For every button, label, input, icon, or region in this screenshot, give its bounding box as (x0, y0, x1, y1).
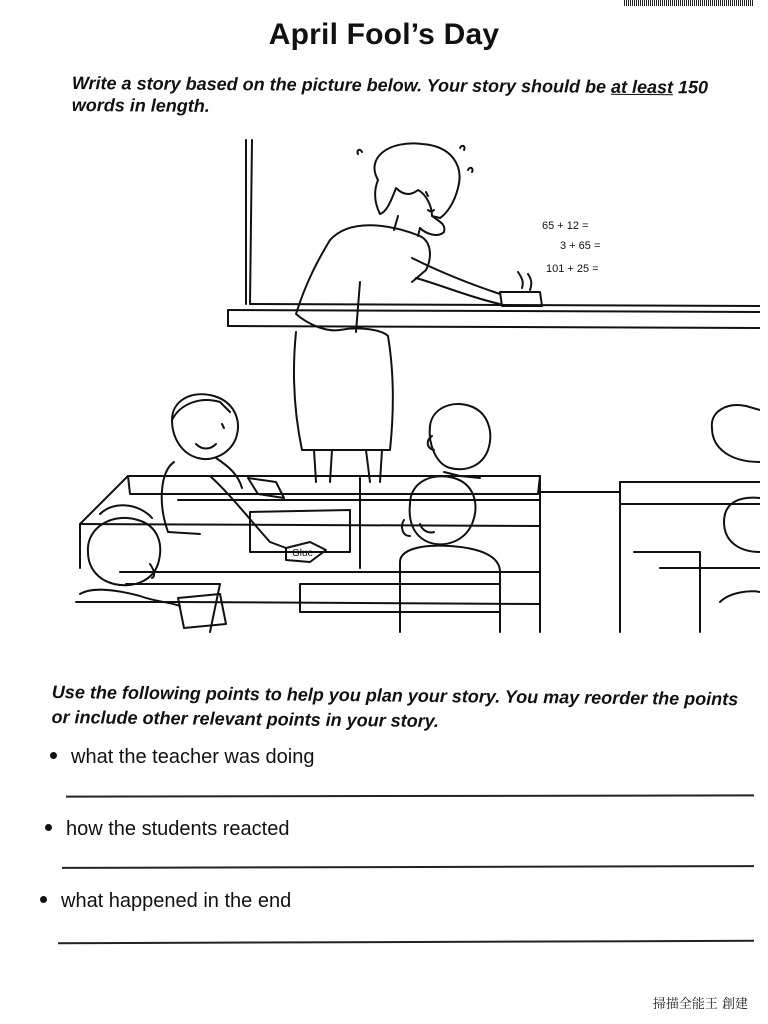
board-math-line-2: 3 + 65 = (560, 240, 601, 252)
bullet-icon (40, 896, 47, 903)
instructions-underlined: at least (610, 76, 674, 98)
point-item-2 (45, 817, 289, 841)
writing-line-3[interactable] (58, 940, 754, 944)
instructions-text-1: Write a story based on the picture below. Your story should be (71, 72, 612, 97)
board-math-line-3: 101 + 25 = (546, 263, 599, 275)
blackboard (228, 140, 760, 328)
point-text: what happened in the end (61, 890, 292, 912)
page-title: April Fool’s Day (268, 18, 500, 51)
scanner-watermark: 掃描全能王 創建 (652, 997, 748, 1012)
point-text: what the teacher was doing (71, 746, 315, 768)
classroom-illustration (60, 132, 760, 642)
bullet-icon (50, 752, 57, 759)
board-math (542, 220, 600, 275)
writing-line-1[interactable] (66, 794, 754, 797)
teacher-figure (294, 143, 542, 482)
classroom-desks (76, 476, 760, 632)
writing-instructions (72, 72, 732, 121)
point-item-1 (50, 745, 315, 769)
planning-instructions: Use the following points to help you plan your story. You may reorder the points or include other relevant points in your story. (51, 681, 739, 732)
point-text: how the students reacted (66, 818, 290, 840)
writing-line-2[interactable] (62, 865, 754, 869)
point-item-3 (40, 889, 291, 913)
glue-label: Glue (292, 548, 314, 559)
bullet-icon (45, 824, 52, 831)
instructions-text-2: 150 words in length. (71, 77, 709, 116)
scan-edge-mark (624, 0, 754, 6)
board-math-line-1: 65 + 12 = (542, 220, 589, 232)
students-back (400, 404, 760, 632)
